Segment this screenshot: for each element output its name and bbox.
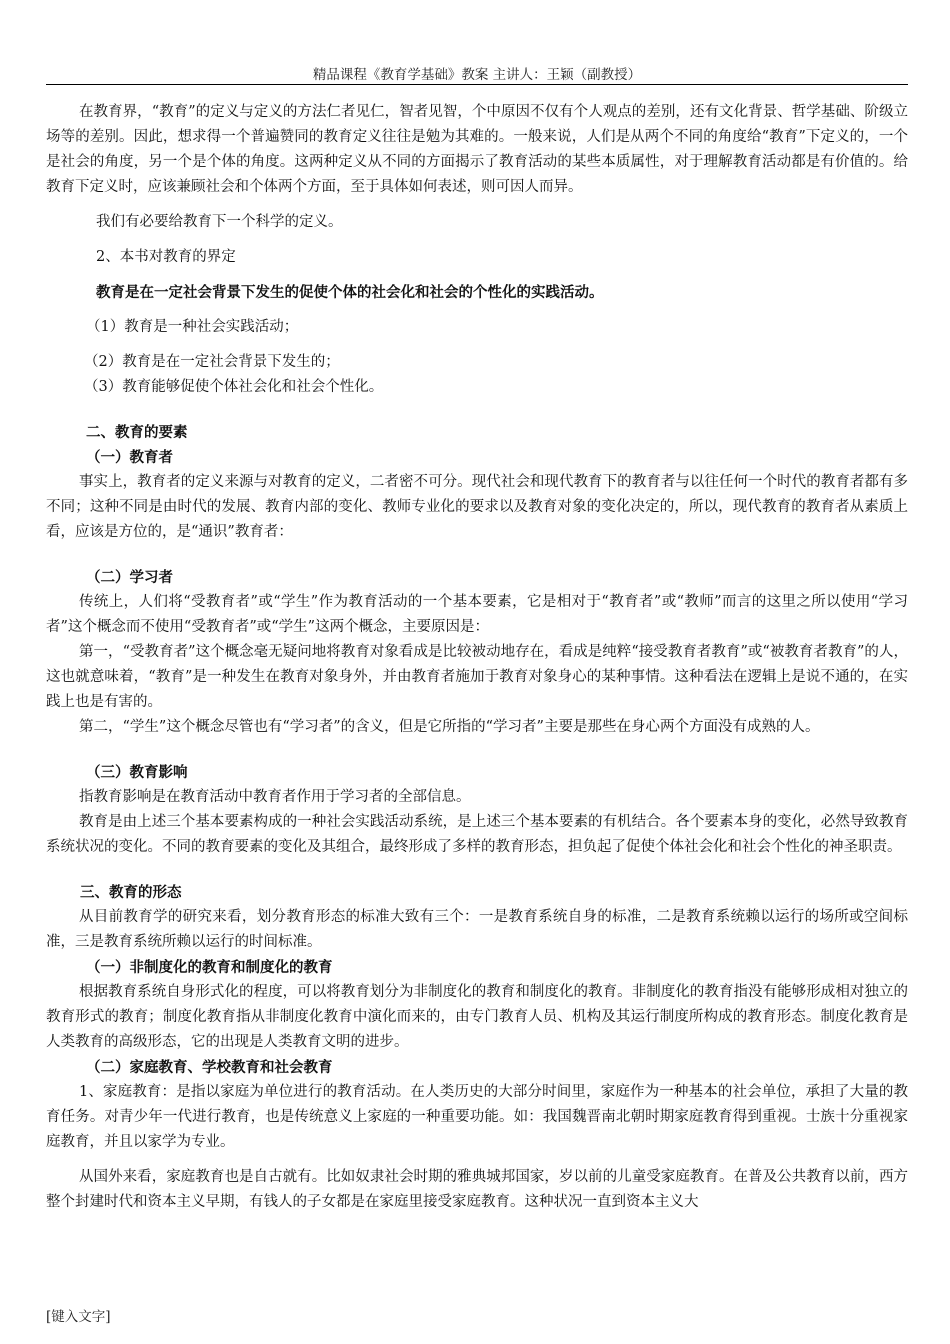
paragraph-institutional: 根据教育系统自身形式化的程度，可以将教育划分为非制度化的教育和制度化的教育。非制度化的教育指没有能够形成相对独立的教育形式的教育；制度化教育指从非制度化教育中演化而来的，由专门教育人员、机构及其运行制度所构成的教育形态。制度化教育是人类教育的高级形态，它的出现是人类教育文明的进步。 bbox=[46, 984, 908, 1050]
section-heading-elements: 二、教育的要素 bbox=[86, 424, 188, 441]
document-body bbox=[46, 100, 908, 1215]
paragraph-education-system: 教育是由上述三个基本要素构成的一种社会实践活动系统，是上述三个基本要素的有机结合。各个要素本身的变化，必然导致教育系统状况的变化。不同的教育要素的变化及其组合，最终形成了多样的教育形态，担负起了促使个体社会化和社会个性化的神圣职责。 bbox=[46, 814, 908, 855]
list-item: （3）教育能够促使个体社会化和社会个性化。 bbox=[84, 379, 384, 395]
subsection-heading-influence: （三）教育影响 bbox=[86, 764, 188, 781]
subsection-heading-institutional: （一）非制度化的教育和制度化的教育 bbox=[86, 959, 333, 976]
paragraph-learner-second: 第二，“学生”这个概念尽管也有“学习者”的含义，但是它所指的“学习者”主要是那些在身心两个方面没有成熟的人。 bbox=[79, 719, 820, 735]
education-definition: 教育是在一定社会背景下发生的促使个体的社会化和社会的个性化的实践活动。 bbox=[96, 284, 604, 301]
subsection-heading-learner: （二）学习者 bbox=[86, 569, 173, 586]
paragraph-education-definitions: 在教育界，“教育”的定义与定义的方法仁者见仁，智者见智，个中原因不仅有个人观点的差别，还有文化背景、哲学基础、阶级立场等的差别。因此，想求得一个普遍赞同的教育定义往往是勉为其难的。一般来说，人们是从两个不同的角度给“教育”下定义的，一个是社会的角度，另一个是个体的角度。这两种定义从不同的方面揭示了教育活动的某些本质属性，对于理解教育活动都是有价值的。给教育下定义时，应该兼顾社会和个体两个方面，至于具体如何表述，则可因人而异。 bbox=[46, 104, 908, 195]
paragraph-learner-intro: 传统上，人们将“受教育者”或“学生”作为教育活动的一个基本要素，它是相对于“教育者”或“教师”而言的这里之所以使用“学习者”这个概念而不使用“受教育者”或“学生”这两个概念，主要原因是： bbox=[46, 594, 908, 635]
paragraph-learner-first: 第一，“受教育者”这个概念毫无疑问地将教育对象看成是比较被动地存在，看成是纯粹“接受教育者教育”或“被教育者教育”的人，这也就意味着，“教育”是一种发生在教育对象身外，并由教育者施加于教育对象身心的某种事情。这种看法在逻辑上是说不通的，在实践上也是有害的。 bbox=[46, 644, 908, 710]
paragraph-educator: 事实上，教育者的定义来源与对教育的定义，二者密不可分。现代社会和现代教育下的教育者与以往任何一个时代的教育者都有多不同；这种不同是由时代的发展、教育内部的变化、教师专业化的要求以及教育对象的变化决定的，所以，现代教育的教育者从素质上看，应该是方位的，是“通识”教育者： bbox=[46, 474, 908, 540]
paragraph-influence-definition: 指教育影响是在教育活动中教育者作用于学习者的全部信息。 bbox=[79, 789, 471, 805]
subsection-heading-educator: （一）教育者 bbox=[86, 449, 173, 466]
subsection-heading-family-school-society: （二）家庭教育、学校教育和社会教育 bbox=[86, 1059, 333, 1076]
paragraph-family-education: 1、家庭教育：是指以家庭为单位进行的教育活动。在人类历史的大部分时间里，家庭作为一种基本的社会单位，承担了大量的教育任务。对青少年一代进行教育，也是传统意义上家庭的一种重要功能。如：我国魏晋南北朝时期家庭教育得到重视。士族十分重视家庭教育，并且以家学为专业。 bbox=[46, 1084, 908, 1150]
list-item: （2）教育是在一定社会背景下发生的； bbox=[84, 354, 340, 370]
page-header: 精品课程《教育学基础》教案 主讲人：王颖（副教授） bbox=[312, 67, 642, 83]
paragraph-foreign-family-education: 从国外来看，家庭教育也是自古就有。比如奴隶社会时期的雅典城邦国家，岁以前的儿童受家庭教育。在普及公共教育以前，西方整个封建时代和资本主义早期，有钱人的子女都是在家庭里接受家庭教育。这种状况一直到资本主义大 bbox=[46, 1169, 908, 1210]
subheading-book-definition: 2、本书对教育的界定 bbox=[96, 249, 236, 265]
section-heading-forms: 三、教育的形态 bbox=[80, 884, 182, 901]
paragraph-forms-criteria: 从目前教育学的研究来看，划分教育形态的标准大致有三个：一是教育系统自身的标准，二是教育系统赖以运行的场所或空间标准，三是教育系统所赖以运行的时间标准。 bbox=[46, 909, 908, 950]
page-footer: [键入文字] bbox=[46, 1309, 111, 1325]
paragraph-need-definition: 我们有必要给教育下一个科学的定义。 bbox=[96, 214, 343, 230]
header-rule bbox=[46, 84, 908, 85]
list-item: （1）教育是一种社会实践活动； bbox=[86, 319, 299, 335]
